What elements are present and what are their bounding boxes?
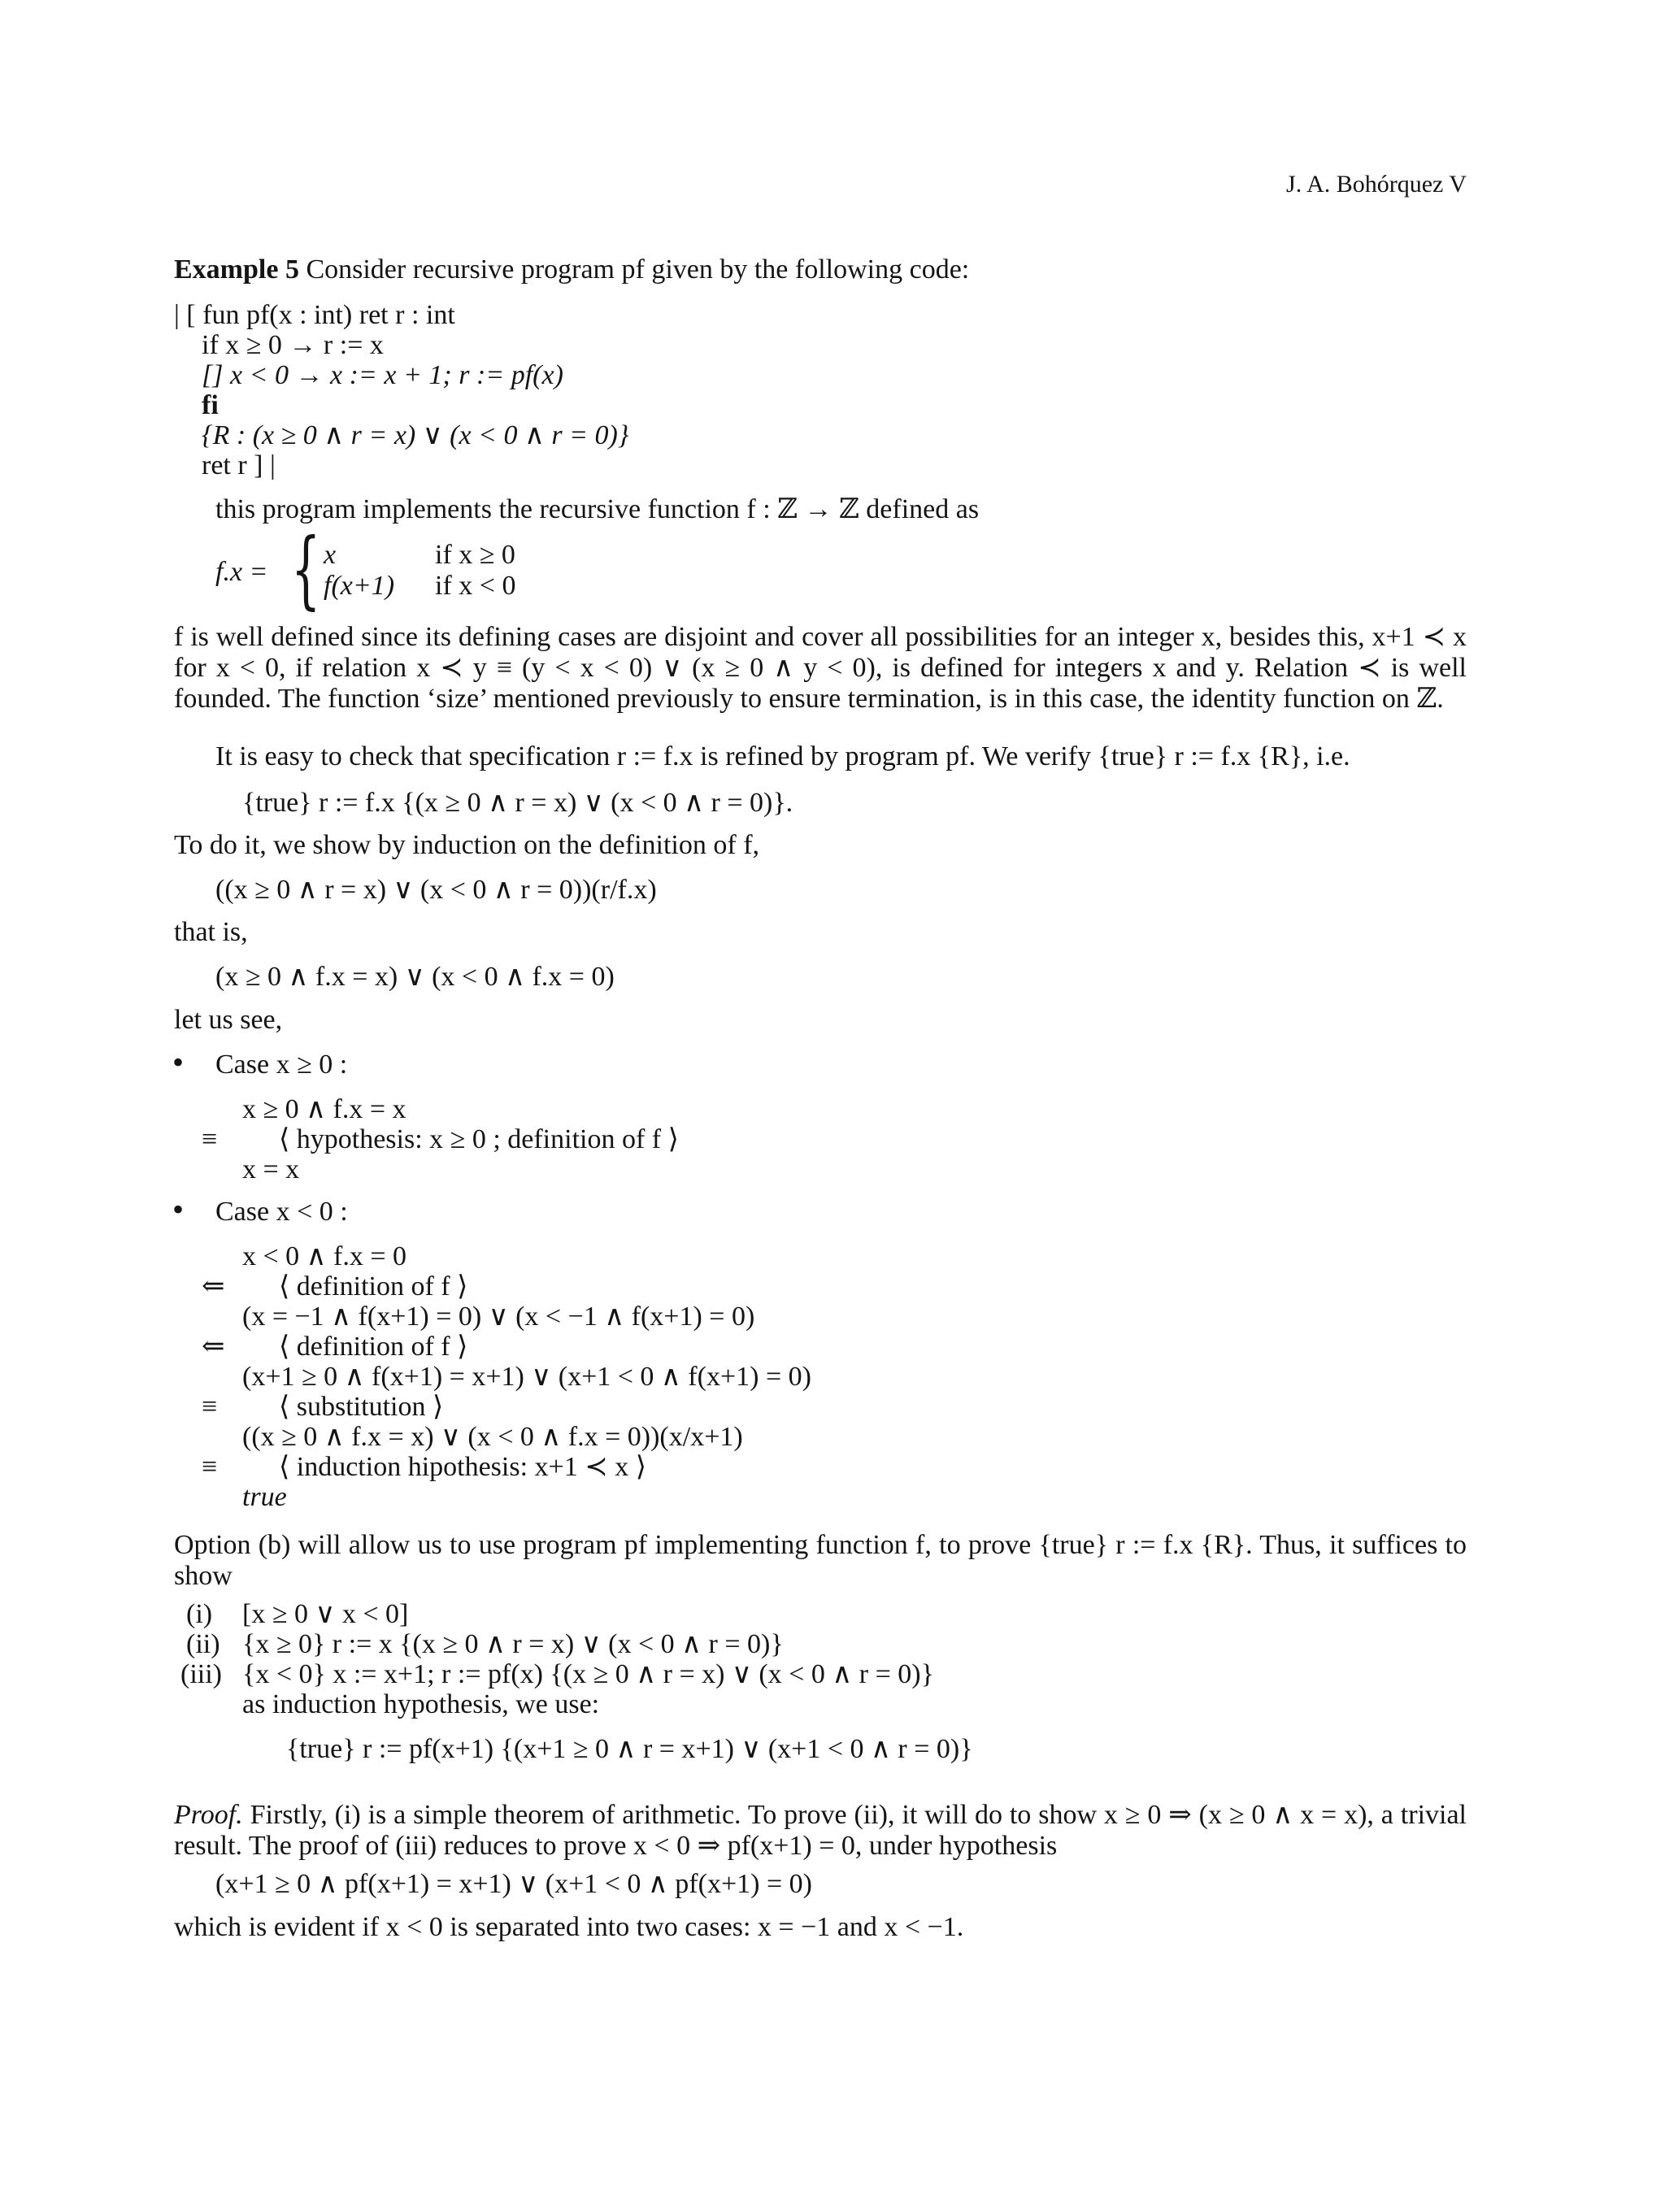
implements-line: this program implements the recursive function f : ℤ → ℤ defined as xyxy=(215,494,980,524)
todo-line: To do it, we show by induction on the definition of f, xyxy=(174,830,760,860)
case1-op1: ≡ xyxy=(202,1124,218,1154)
case2-op2: ⇐ xyxy=(202,1332,225,1362)
case2-op3: ≡ xyxy=(202,1392,218,1422)
formula-induction: {true} r := pf(x+1) {(x+1 ≥ 0 ∧ r = x+1) ∨ (x+1 < 0 ∧ r = 0)} xyxy=(286,1734,973,1764)
case2-hint1: ⟨ definition of f ⟩ xyxy=(279,1271,468,1302)
item-text-iii: {x < 0} x := x+1; r := pf(x) {(x ≥ 0 ∧ r = x) ∨ (x < 0 ∧ r = 0)} xyxy=(242,1659,934,1689)
case2-title: Case x < 0 : xyxy=(215,1197,348,1227)
definition-case2-value: f(x+1) xyxy=(324,571,395,601)
formula-substitution: ((x ≥ 0 ∧ r = x) ∨ (x < 0 ∧ r = 0))(r/f.x) xyxy=(215,875,657,905)
item-text-i: [x ≥ 0 ∨ x < 0] xyxy=(242,1599,409,1629)
formula-spec: {true} r := f.x {(x ≥ 0 ∧ r = x) ∨ (x < 0 ∧ r = 0)}. xyxy=(242,788,793,818)
formula-hypothesis: (x+1 ≥ 0 ∧ pf(x+1) = x+1) ∨ (x+1 < 0 ∧ pf(x+1) = 0) xyxy=(215,1869,812,1899)
paragraph-proof xyxy=(174,1800,1467,1862)
case2-hint4: ⟨ induction hipothesis: x+1 ≺ x ⟩ xyxy=(279,1452,646,1482)
case1-line1: x ≥ 0 ∧ f.x = x xyxy=(242,1094,406,1124)
case2-line1: x < 0 ∧ f.x = 0 xyxy=(242,1241,407,1271)
final-line: which is evident if x < 0 is separated into two cases: x = −1 and x < −1. xyxy=(174,1912,964,1942)
formula-that-is: (x ≥ 0 ∧ f.x = x) ∨ (x < 0 ∧ f.x = 0) xyxy=(215,962,615,992)
induction-hypothesis-line: as induction hypothesis, we use: xyxy=(242,1689,600,1719)
case2-hint2: ⟨ definition of f ⟩ xyxy=(279,1332,468,1362)
code-line-5: {R : (x ≥ 0 ∧ r = x) ∨ (x < 0 ∧ r = 0)} xyxy=(202,420,629,450)
paragraph-well-defined: f is well defined since its defining cases are disjoint and cover all possibilities for an integer x, besides this, x+1 ≺ x for x < 0, if relation x ≺ y ≡ (y < x < 0) ∨ (x ≥ 0 ∧ y < 0), is defined for integers x and y. Relation ≺ is well founded. The function ‘size’ mentioned previously to ensure termination, is in this case, the identity function on ℤ. xyxy=(174,622,1467,714)
running-header-author: J. A. Bohórquez V xyxy=(1286,171,1467,198)
code-line-4: fi xyxy=(202,390,219,420)
case2-line4: ((x ≥ 0 ∧ f.x = x) ∨ (x < 0 ∧ f.x = 0))(x/x+1) xyxy=(242,1422,743,1452)
case2-hint3: ⟨ substitution ⟩ xyxy=(279,1392,444,1422)
code-line-3: [] x < 0 → x := x + 1; r := pf(x) xyxy=(202,360,563,390)
definition-case2-condition: if x < 0 xyxy=(435,571,516,601)
example-label: Example 5 xyxy=(174,254,299,285)
code-line-1: | [ fun pf(x : int) ret r : int xyxy=(174,300,455,330)
proof-label: Proof. xyxy=(174,1800,243,1830)
item-label-i: (i) xyxy=(186,1599,213,1629)
code-line-2: if x ≥ 0 → r := x xyxy=(202,330,384,360)
proof-text: Firstly, (i) is a simple theorem of arithmetic. To prove (ii), it will do to show x ≥ 0 ⇒ (x ≥ 0 ∧ x = x), a trivial result. The proof of (iii) reduces to prove x < 0 ⇒ pf(x+1) = 0, under hypothesis xyxy=(174,1800,1467,1861)
paragraph-check: It is easy to check that specification r := f.x is refined by program pf. We verify {true} r := f.x {R}, i.e. xyxy=(215,741,1350,771)
case2-op4: ≡ xyxy=(202,1452,218,1482)
code-line-6: ret r ] | xyxy=(202,450,276,480)
that-is-line: that is, xyxy=(174,917,248,947)
example-intro: Consider recursive program pf given by the following code: xyxy=(306,254,970,285)
definition-case1-value: x xyxy=(324,540,337,570)
case1-line2: x = x xyxy=(242,1154,300,1184)
example-heading xyxy=(174,254,969,285)
case2-line2: (x = −1 ∧ f(x+1) = 0) ∨ (x < −1 ∧ f(x+1) = 0) xyxy=(242,1302,755,1332)
case2-op1: ⇐ xyxy=(202,1271,225,1302)
case1-hint1: ⟨ hypothesis: x ≥ 0 ; definition of f ⟩ xyxy=(279,1124,679,1154)
paragraph-option: Option (b) will allow us to use program pf implementing function f, to prove {true} r := f.x {R}. Thus, it suffices to show xyxy=(174,1530,1467,1591)
item-label-iii: (iii) xyxy=(180,1659,222,1689)
definition-lhs: f.x = xyxy=(215,557,268,587)
definition-case1-condition: if x ≥ 0 xyxy=(435,540,515,570)
item-label-ii: (ii) xyxy=(186,1629,220,1659)
case2-line3: (x+1 ≥ 0 ∧ f(x+1) = x+1) ∨ (x+1 < 0 ∧ f(x+1) = 0) xyxy=(242,1362,811,1392)
definition-brace: { xyxy=(291,519,321,619)
bullet-case1: • xyxy=(172,1044,185,1080)
bullet-case2: • xyxy=(172,1191,185,1228)
case1-title: Case x ≥ 0 : xyxy=(215,1050,348,1080)
item-text-ii: {x ≥ 0} r := x {(x ≥ 0 ∧ r = x) ∨ (x < 0 ∧ r = 0)} xyxy=(242,1629,784,1659)
case2-line5: true xyxy=(242,1482,287,1512)
let-us-see-line: let us see, xyxy=(174,1005,283,1035)
